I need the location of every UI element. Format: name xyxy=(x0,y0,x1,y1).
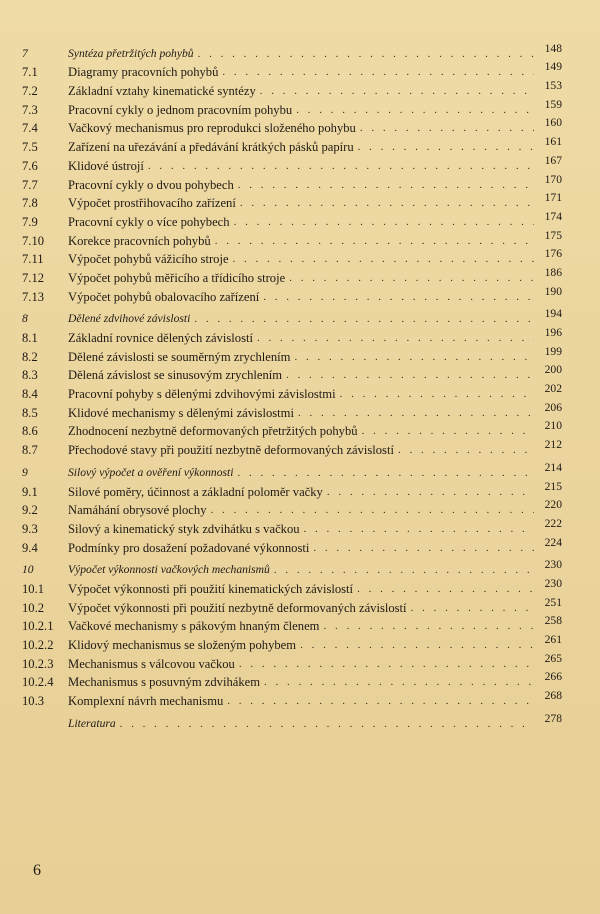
toc-entry-number: 9.1 xyxy=(22,484,38,499)
toc-entry-number: 7.4 xyxy=(22,121,38,136)
toc-entry-title: Klidové mechanismy s dělenými závislostmi xyxy=(68,405,294,420)
toc-entry-title: Výpočet pohybů měřicího a třídicího stroje xyxy=(68,270,286,285)
toc-entry-number: 8.6 xyxy=(22,424,38,439)
toc-dot-leader xyxy=(260,84,534,98)
toc-entry-title: Základní vztahy kinematické syntézy xyxy=(68,84,256,99)
toc-dot-leader xyxy=(148,159,534,173)
page-number: 6 xyxy=(33,862,41,879)
toc-section-row xyxy=(22,229,562,248)
toc-entry-title: Klidový mechanismus se složeným pohybem xyxy=(68,638,297,652)
toc-dot-leader xyxy=(300,638,534,652)
toc-entry-page: 220 xyxy=(544,498,562,512)
toc-entry-title: Výpočet výkonnosti vačkových mechanismů xyxy=(68,563,270,577)
toc-entry-page: 261 xyxy=(544,633,562,646)
toc-entry-title: Diagramy pracovních pohybů xyxy=(68,65,219,80)
toc-dot-leader xyxy=(120,717,534,731)
toc-section-row xyxy=(22,401,562,420)
toc-section-row xyxy=(22,98,562,117)
toc-entry-number: 8.3 xyxy=(22,368,38,383)
toc-section-row xyxy=(22,615,562,634)
toc-section-row xyxy=(22,517,562,536)
table-of-contents xyxy=(22,42,562,731)
toc-entry-title: Mechanismus s posuvným zdvihákem xyxy=(68,675,261,690)
toc-dot-leader xyxy=(304,522,534,536)
toc-section-row xyxy=(22,499,562,518)
toc-entry-title: Vačkové mechanismy s pákovým hnaným členem xyxy=(68,619,320,634)
toc-section-row xyxy=(22,154,562,173)
toc-entry-page: 170 xyxy=(544,172,562,186)
toc-entry-number: 10.2.4 xyxy=(22,675,54,690)
toc-entry-page: 268 xyxy=(544,689,562,703)
toc-entry-title: Výpočet pohybů obalovacího zařízení xyxy=(68,289,260,304)
toc-dot-leader xyxy=(257,331,534,345)
toc-entry-title: Zhodnocení nezbytně deformovaných přetržitých pohybů xyxy=(68,424,358,439)
toc-entry-number: 7.3 xyxy=(22,102,38,117)
toc-dot-leader xyxy=(227,694,534,708)
toc-section-row xyxy=(22,345,562,364)
toc-entry-title: Výpočet prostřihovacího zařízení xyxy=(68,196,236,211)
toc-chapter-row xyxy=(22,42,562,61)
toc-entry-number: 8.5 xyxy=(22,405,38,420)
toc-section-row xyxy=(22,596,562,615)
toc-entry-title: Výpočet výkonnosti při použití kinematických závislostí xyxy=(68,581,354,596)
toc-entry-number: 7.5 xyxy=(22,140,38,155)
toc-entry-page: 171 xyxy=(544,191,562,205)
toc-entry-title: Literatura xyxy=(68,716,116,730)
toc-dot-leader xyxy=(294,350,534,364)
toc-entry-number: 8.7 xyxy=(22,443,38,458)
toc-entry-page: 153 xyxy=(544,79,562,93)
toc-entry-number: 8.2 xyxy=(22,349,38,364)
toc-section-row xyxy=(22,173,562,192)
toc-entry-title: Pracovní pohyby s dělenými zdvihovými závislostmi xyxy=(68,387,336,402)
toc-entry-title: Pracovní cykly o více pohybech xyxy=(68,214,230,229)
toc-dot-leader xyxy=(327,485,534,499)
toc-entry-page: 194 xyxy=(544,307,562,321)
toc-dot-leader xyxy=(298,406,534,420)
toc-dot-leader xyxy=(296,103,534,117)
toc-section-row xyxy=(22,382,562,401)
toc-dot-leader xyxy=(411,601,534,615)
toc-entry-page: 196 xyxy=(544,326,562,339)
toc-section-row xyxy=(22,266,562,285)
toc-dot-leader xyxy=(360,121,534,135)
toc-dot-leader xyxy=(313,541,534,555)
toc-entry-title: Základní rovnice dělených závislostí xyxy=(68,331,253,345)
toc-dot-leader xyxy=(286,368,534,382)
toc-dot-leader xyxy=(233,252,534,266)
toc-section-row xyxy=(22,248,562,267)
toc-entry-title: Podmínky pro dosažení požadované výkonnosti xyxy=(68,540,310,555)
toc-entry-title: Zařízení na uřezávání a předávání krátkých pásků papíru xyxy=(68,140,354,155)
toc-dot-leader xyxy=(358,140,534,154)
toc-section-row xyxy=(22,671,562,690)
toc-chapter-row xyxy=(22,559,562,578)
toc-entry-page: 199 xyxy=(544,344,562,358)
toc-dot-leader xyxy=(362,424,534,438)
toc-dot-leader xyxy=(323,619,534,633)
toc-entry-title: Přechodové stavy při použití nezbytně deformovaných závislostí xyxy=(68,443,394,458)
toc-entry-page: 215 xyxy=(544,479,562,493)
toc-entry-number: 7.10 xyxy=(22,233,45,248)
toc-entry-number: 7.9 xyxy=(22,214,38,229)
toc-entry-number: 7.11 xyxy=(22,252,44,267)
toc-chapter-row xyxy=(22,461,562,480)
toc-entry-page: 149 xyxy=(544,60,562,74)
toc-dot-leader xyxy=(234,215,534,229)
toc-entry-title: Vačkový mechanismus pro reprodukci složeného pohybu xyxy=(68,121,356,136)
toc-dot-leader xyxy=(340,387,534,401)
toc-dot-leader xyxy=(194,312,534,326)
toc-section-row xyxy=(22,480,562,499)
toc-entry-page: 175 xyxy=(544,228,562,242)
toc-section-row xyxy=(22,420,562,439)
toc-entry-title: Výpočet pohybů vážicího stroje xyxy=(68,252,229,267)
toc-entry-number: 10.3 xyxy=(22,694,45,709)
toc-dot-leader xyxy=(398,443,534,457)
toc-dot-leader xyxy=(263,290,534,304)
toc-entry-number: 7.12 xyxy=(22,270,45,285)
toc-entry-number: 10.1 xyxy=(22,581,45,596)
toc-entry-title: Výpočet výkonnosti při použití nezbytně deformovaných závislostí xyxy=(68,600,407,615)
toc-entry-number: 10.2.3 xyxy=(22,656,54,671)
toc-entry-page: 159 xyxy=(544,97,562,111)
toc-entry-page: 186 xyxy=(544,265,562,279)
toc-entry-number: 8.4 xyxy=(22,387,38,402)
toc-section-row xyxy=(22,536,562,555)
toc-entry-page: 160 xyxy=(544,116,562,130)
toc-dot-leader xyxy=(237,466,534,480)
toc-entry-number: 10.2.2 xyxy=(22,638,54,652)
toc-entry-title: Korekce pracovních pohybů xyxy=(68,233,211,248)
toc-entry-title: Klidové ústrojí xyxy=(68,158,144,173)
toc-entry-number: 8.1 xyxy=(22,331,38,345)
toc-entry-page: 202 xyxy=(544,382,562,396)
toc-entry-number: 7.1 xyxy=(22,65,38,80)
toc-dot-leader xyxy=(222,65,534,79)
toc-entry-number: 7.8 xyxy=(22,196,38,211)
toc-dot-leader xyxy=(211,503,535,517)
toc-entry-page: 251 xyxy=(544,595,562,609)
toc-section-row xyxy=(22,633,562,652)
toc-chapter-row xyxy=(22,308,562,327)
toc-entry-number: 7.13 xyxy=(22,289,45,304)
toc-section-row xyxy=(22,117,562,136)
toc-entry-title: Pracovní cykly o jednom pracovním pohybu xyxy=(68,102,293,117)
toc-entry-page: 167 xyxy=(544,153,562,167)
toc-entry-page: 200 xyxy=(544,363,562,377)
toc-dot-leader xyxy=(264,675,534,689)
toc-entry-title: Silový výpočet a ověření výkonnosti xyxy=(68,465,234,479)
toc-chapter-row xyxy=(22,712,562,731)
toc-entry-page: 266 xyxy=(544,670,562,684)
toc-entry-number: 10.2.1 xyxy=(22,619,54,634)
toc-dot-leader xyxy=(289,271,534,285)
toc-entry-number: 9 xyxy=(22,465,28,479)
toc-section-row xyxy=(22,438,562,457)
toc-entry-page: 161 xyxy=(544,135,562,149)
toc-entry-title: Dělená závislost se sinusovým zrychlením xyxy=(68,368,283,383)
toc-entry-page: 206 xyxy=(544,400,562,414)
toc-entry-title: Dělené závislosti se souměrným zrychlením xyxy=(68,349,291,364)
toc-entry-page: 230 xyxy=(544,558,562,572)
toc-section-row xyxy=(22,326,562,345)
toc-entry-page: 278 xyxy=(544,711,562,725)
toc-entry-page: 212 xyxy=(544,438,562,452)
toc-entry-number: 10 xyxy=(22,563,34,577)
toc-entry-title: Komplexní návrh mechanismu xyxy=(68,694,224,709)
toc-entry-number: 9.4 xyxy=(22,540,38,555)
toc-section-row xyxy=(22,364,562,383)
toc-entry-page: 224 xyxy=(544,535,562,549)
toc-entry-page: 190 xyxy=(544,284,562,298)
toc-entry-title: Silový a kinematický styk zdvihátku s vačkou xyxy=(68,521,300,536)
toc-dot-leader xyxy=(238,178,534,192)
toc-entry-number: 7.2 xyxy=(22,84,38,99)
toc-section-row xyxy=(22,135,562,154)
toc-dot-leader xyxy=(215,234,534,248)
toc-dot-leader xyxy=(239,657,534,671)
toc-section-row xyxy=(22,79,562,98)
toc-entry-number: 9.2 xyxy=(22,503,38,518)
toc-entry-title: Silové poměry, účinnost a základní poloměr vačky xyxy=(68,484,323,499)
toc-entry-title: Syntéza přetržitých pohybů xyxy=(68,46,194,60)
toc-entry-title: Namáhání obrysové plochy xyxy=(68,503,207,518)
toc-dot-leader xyxy=(274,563,534,577)
toc-entry-page: 148 xyxy=(544,41,562,55)
toc-section-row xyxy=(22,577,562,596)
toc-entry-page: 258 xyxy=(544,614,562,628)
toc-section-row xyxy=(22,61,562,80)
toc-entry-number: 7 xyxy=(22,46,28,60)
toc-entry-title: Dělené zdvihové závislosti xyxy=(68,312,191,326)
toc-entry-number: 7.7 xyxy=(22,177,38,192)
toc-section-row xyxy=(22,689,562,708)
toc-entry-page: 265 xyxy=(544,651,562,665)
toc-entry-page: 176 xyxy=(544,247,562,261)
toc-entry-page: 230 xyxy=(544,576,562,590)
toc-entry-number: 10.2 xyxy=(22,600,45,615)
toc-dot-leader xyxy=(357,582,534,596)
toc-entry-page: 214 xyxy=(544,460,562,474)
toc-entry-number: 8 xyxy=(22,312,28,326)
toc-entry-number: 9.3 xyxy=(22,521,38,536)
toc-section-row xyxy=(22,192,562,211)
toc-entry-title: Mechanismus s válcovou vačkou xyxy=(68,656,235,671)
toc-entry-page: 222 xyxy=(544,516,562,530)
toc-dot-leader xyxy=(198,47,534,61)
toc-entry-title: Pracovní cykly o dvou pohybech xyxy=(68,177,234,192)
toc-section-row xyxy=(22,652,562,671)
toc-entry-number: 7.6 xyxy=(22,158,38,173)
toc-section-row xyxy=(22,210,562,229)
toc-entry-page: 210 xyxy=(544,419,562,433)
toc-entry-page: 174 xyxy=(544,209,562,223)
toc-section-row xyxy=(22,285,562,304)
toc-dot-leader xyxy=(240,196,534,210)
